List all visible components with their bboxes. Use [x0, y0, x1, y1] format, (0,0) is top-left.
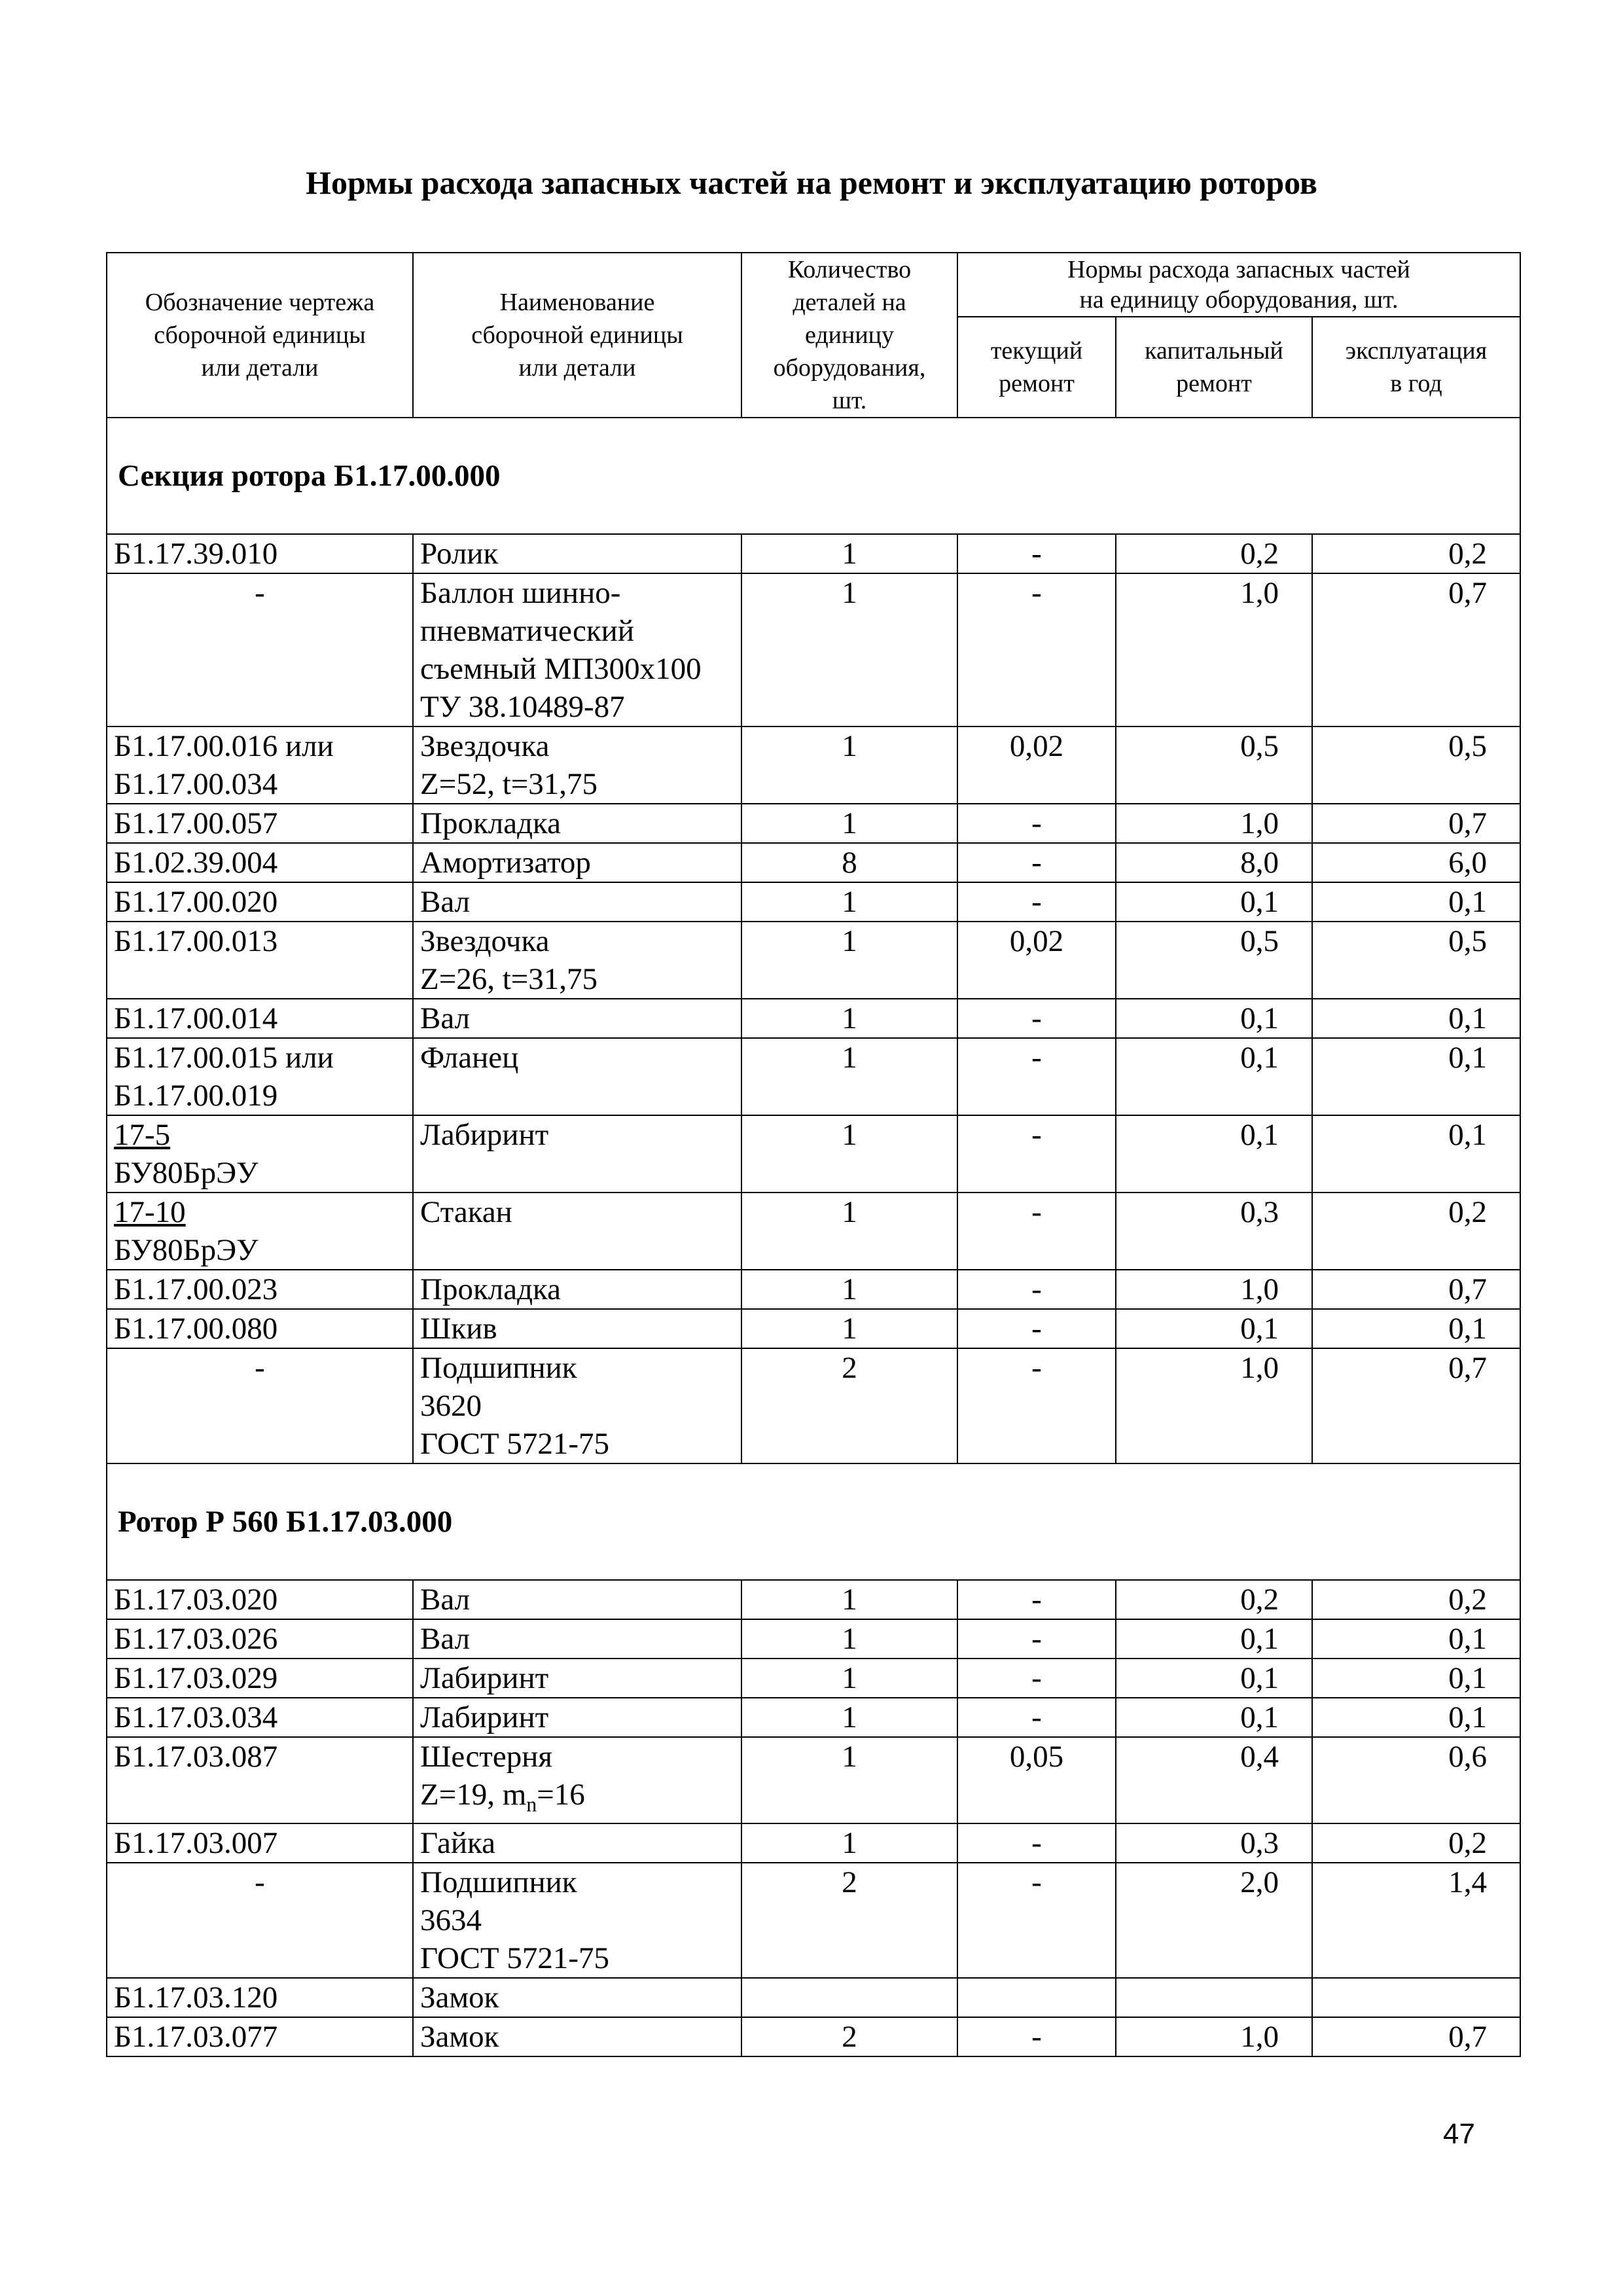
cell-current: - — [957, 1038, 1116, 1115]
cell-drawing: Б1.17.00.080 — [107, 1309, 413, 1348]
cell-current: - — [957, 1193, 1116, 1270]
cell-capital: 1,0 — [1116, 2017, 1312, 2056]
cell-drawing: Б1.17.03.087 — [107, 1737, 413, 1823]
cell-drawing: Б1.02.39.004 — [107, 843, 413, 882]
cell-operation: 0,1 — [1312, 882, 1520, 922]
cell-qty: 1 — [741, 1580, 957, 1619]
table-row — [107, 534, 1520, 573]
cell-qty: 1 — [741, 1659, 957, 1698]
cell-current: - — [957, 1823, 1116, 1863]
page-title: Нормы расхода запасных частей на ремонт и эксплуатацию роторов — [306, 164, 1317, 201]
cell-current: - — [957, 1309, 1116, 1348]
cell-capital: 2,0 — [1116, 1863, 1312, 1978]
header-drawing: Обозначение чертежа сборочной единицы или детали — [107, 253, 413, 418]
cell-current: - — [957, 1659, 1116, 1698]
cell-name: Лабиринт — [413, 1698, 741, 1737]
cell-current: - — [957, 843, 1116, 882]
cell-drawing: 17-10 БУ80БрЭУ — [107, 1193, 413, 1270]
cell-capital: 1,0 — [1116, 804, 1312, 843]
table-row — [107, 1038, 1520, 1115]
cell-name: Лабиринт — [413, 1659, 741, 1698]
cell-name: Вал — [413, 882, 741, 922]
cell-qty: 1 — [741, 804, 957, 843]
cell-qty: 8 — [741, 843, 957, 882]
cell-capital: 0,1 — [1116, 1115, 1312, 1193]
drawing-code-line: 17-10 — [114, 1195, 186, 1229]
cell-name: Звездочка Z=26, t=31,75 — [413, 922, 741, 999]
cell-capital: 0,1 — [1116, 999, 1312, 1038]
cell-qty: 1 — [741, 1737, 957, 1823]
module-subscript: n — [526, 1792, 537, 1816]
cell-operation: 0,7 — [1312, 573, 1520, 726]
section-title: Секция ротора Б1.17.00.000 — [107, 418, 1520, 534]
cell-name: Звездочка Z=52, t=31,75 — [413, 726, 741, 804]
cell-operation: 0,1 — [1312, 1698, 1520, 1737]
header-qty: Количество деталей на единицу оборудования, шт. — [741, 253, 957, 418]
cell-current: 0,05 — [957, 1737, 1116, 1823]
table-row — [107, 1115, 1520, 1193]
cell-capital: 0,1 — [1116, 1659, 1312, 1698]
cell-current: - — [957, 1348, 1116, 1463]
cell-drawing: Б1.17.03.026 — [107, 1619, 413, 1659]
cell-name: Прокладка — [413, 804, 741, 843]
table-row — [107, 1863, 1520, 1978]
header-norms: Нормы расхода запасных частей на единицу оборудования, шт. — [957, 253, 1520, 317]
table-row — [107, 1193, 1520, 1270]
cell-drawing: Б1.17.00.013 — [107, 922, 413, 999]
cell-qty: 1 — [741, 573, 957, 726]
cell-capital: 8,0 — [1116, 843, 1312, 882]
cell-capital: 0,1 — [1116, 1038, 1312, 1115]
cell-qty: 1 — [741, 726, 957, 804]
cell-name: Фланец — [413, 1038, 741, 1115]
section-row — [107, 1463, 1520, 1580]
table-row — [107, 804, 1520, 843]
table-row — [107, 1659, 1520, 1698]
cell-current: - — [957, 804, 1116, 843]
cell-name: Замок — [413, 2017, 741, 2056]
cell-capital: 0,1 — [1116, 1309, 1312, 1348]
header-operation: эксплуатация в год — [1312, 317, 1520, 418]
cell-qty: 2 — [741, 1863, 957, 1978]
cell-current: - — [957, 1698, 1116, 1737]
cell-operation: 0,1 — [1312, 1659, 1520, 1698]
cell-current: 0,02 — [957, 726, 1116, 804]
cell-name: Амортизатор — [413, 843, 741, 882]
cell-capital: 0,3 — [1116, 1823, 1312, 1863]
drawing-code-line: 17-5 — [114, 1118, 171, 1152]
cell-current: - — [957, 999, 1116, 1038]
table-row — [107, 1823, 1520, 1863]
cell-operation: 0,2 — [1312, 1580, 1520, 1619]
cell-capital: 0,2 — [1116, 534, 1312, 573]
header-current-repair: текущий ремонт — [957, 317, 1116, 418]
cell-name: Подшипник 3620 ГОСТ 5721-75 — [413, 1348, 741, 1463]
cell-capital: 0,2 — [1116, 1580, 1312, 1619]
cell-operation: 0,7 — [1312, 1270, 1520, 1309]
cell-capital: 0,4 — [1116, 1737, 1312, 1823]
cell-qty: 1 — [741, 1115, 957, 1193]
cell-qty: 1 — [741, 1698, 957, 1737]
cell-drawing: - — [107, 573, 413, 726]
cell-operation: 0,6 — [1312, 1737, 1520, 1823]
cell-qty: 1 — [741, 1823, 957, 1863]
cell-operation: 0,2 — [1312, 534, 1520, 573]
cell-capital: 1,0 — [1116, 1348, 1312, 1463]
cell-qty: 1 — [741, 1038, 957, 1115]
cell-name: Стакан — [413, 1193, 741, 1270]
cell-capital: 0,1 — [1116, 1619, 1312, 1659]
cell-capital: 1,0 — [1116, 573, 1312, 726]
table-row — [107, 2017, 1520, 2056]
cell-capital: 0,1 — [1116, 1698, 1312, 1737]
cell-capital: 1,0 — [1116, 1270, 1312, 1309]
cell-name: Подшипник 3634 ГОСТ 5721-75 — [413, 1863, 741, 1978]
cell-operation: 0,1 — [1312, 1038, 1520, 1115]
cell-current: - — [957, 1619, 1116, 1659]
cell-operation: 0,1 — [1312, 999, 1520, 1038]
page-number: 47 — [1443, 2118, 1475, 2150]
spare-parts-table — [106, 252, 1521, 2057]
cell-drawing: Б1.17.00.016 или Б1.17.00.034 — [107, 726, 413, 804]
cell-capital: 0,3 — [1116, 1193, 1312, 1270]
cell-current: - — [957, 2017, 1116, 2056]
cell-qty: 1 — [741, 1309, 957, 1348]
cell-operation: 0,7 — [1312, 804, 1520, 843]
cell-qty: 2 — [741, 1348, 957, 1463]
cell-operation: 0,2 — [1312, 1193, 1520, 1270]
header-name: Наименование сборочной единицы или детали — [413, 253, 741, 418]
cell-current: - — [957, 573, 1116, 726]
table-body — [107, 418, 1520, 2056]
header-capital-repair: капитальный ремонт — [1116, 317, 1312, 418]
cell-name: Гайка — [413, 1823, 741, 1863]
cell-operation: 0,5 — [1312, 726, 1520, 804]
cell-operation: 0,2 — [1312, 1823, 1520, 1863]
section-title: Ротор Р 560 Б1.17.03.000 — [107, 1463, 1520, 1580]
table-header — [107, 253, 1520, 418]
cell-qty: 1 — [741, 922, 957, 999]
cell-drawing: Б1.17.03.020 — [107, 1580, 413, 1619]
table-row — [107, 1698, 1520, 1737]
cell-current: - — [957, 1270, 1116, 1309]
cell-qty: 1 — [741, 1193, 957, 1270]
table-row — [107, 1309, 1520, 1348]
cell-drawing: Б1.17.03.034 — [107, 1698, 413, 1737]
table-row — [107, 1619, 1520, 1659]
cell-capital: 0,1 — [1116, 882, 1312, 922]
table-row — [107, 1737, 1520, 1823]
cell-name: Лабиринт — [413, 1115, 741, 1193]
table-row — [107, 882, 1520, 922]
cell-operation: 0,7 — [1312, 2017, 1520, 2056]
table-row — [107, 999, 1520, 1038]
table-row — [107, 922, 1520, 999]
cell-name: Ролик — [413, 534, 741, 573]
table-row — [107, 1348, 1520, 1463]
cell-qty: 1 — [741, 534, 957, 573]
cell-name: Баллон шинно- пневматический съемный МП300х100 ТУ 38.10489-87 — [413, 573, 741, 726]
cell-current — [957, 1978, 1116, 2017]
cell-name: Шестерня Z=19, $m_n=16$ — [413, 1737, 741, 1823]
cell-current: - — [957, 1863, 1116, 1978]
cell-operation: 0,7 — [1312, 1348, 1520, 1463]
cell-drawing: Б1.17.39.010 — [107, 534, 413, 573]
cell-operation: 0,5 — [1312, 922, 1520, 999]
cell-drawing: Б1.17.00.023 — [107, 1270, 413, 1309]
cell-operation: 6,0 — [1312, 843, 1520, 882]
cell-current: - — [957, 882, 1116, 922]
cell-qty: 1 — [741, 999, 957, 1038]
cell-operation: 0,1 — [1312, 1115, 1520, 1193]
cell-drawing: - — [107, 1863, 413, 1978]
cell-operation: 0,1 — [1312, 1619, 1520, 1659]
cell-drawing: Б1.17.00.020 — [107, 882, 413, 922]
cell-qty: 2 — [741, 2017, 957, 2056]
cell-current: - — [957, 1580, 1116, 1619]
cell-qty: 1 — [741, 1270, 957, 1309]
cell-capital: 0,5 — [1116, 726, 1312, 804]
cell-qty: 1 — [741, 1619, 957, 1659]
cell-name: Шкив — [413, 1309, 741, 1348]
cell-drawing: Б1.17.00.057 — [107, 804, 413, 843]
table-row — [107, 1270, 1520, 1309]
table-row — [107, 843, 1520, 882]
cell-current: - — [957, 1115, 1116, 1193]
cell-name: Замок — [413, 1978, 741, 2017]
table-row — [107, 726, 1520, 804]
cell-capital — [1116, 1978, 1312, 2017]
table-row — [107, 1580, 1520, 1619]
cell-operation: 0,1 — [1312, 1309, 1520, 1348]
cell-current: 0,02 — [957, 922, 1116, 999]
table-row — [107, 573, 1520, 726]
cell-drawing: Б1.17.03.077 — [107, 2017, 413, 2056]
cell-drawing: Б1.17.03.029 — [107, 1659, 413, 1698]
cell-drawing: Б1.17.03.007 — [107, 1823, 413, 1863]
cell-name: Вал — [413, 1580, 741, 1619]
cell-current: - — [957, 534, 1116, 573]
cell-capital: 0,5 — [1116, 922, 1312, 999]
table-row — [107, 1978, 1520, 2017]
cell-drawing: 17-5 БУ80БрЭУ — [107, 1115, 413, 1193]
cell-operation: 1,4 — [1312, 1863, 1520, 1978]
cell-qty — [741, 1978, 957, 2017]
cell-operation — [1312, 1978, 1520, 2017]
cell-qty: 1 — [741, 882, 957, 922]
cell-name: Вал — [413, 1619, 741, 1659]
section-row — [107, 418, 1520, 534]
cell-drawing: - — [107, 1348, 413, 1463]
cell-drawing: Б1.17.03.120 — [107, 1978, 413, 2017]
cell-drawing: Б1.17.00.015 или Б1.17.00.019 — [107, 1038, 413, 1115]
cell-drawing: Б1.17.00.014 — [107, 999, 413, 1038]
cell-name: Вал — [413, 999, 741, 1038]
cell-name: Прокладка — [413, 1270, 741, 1309]
